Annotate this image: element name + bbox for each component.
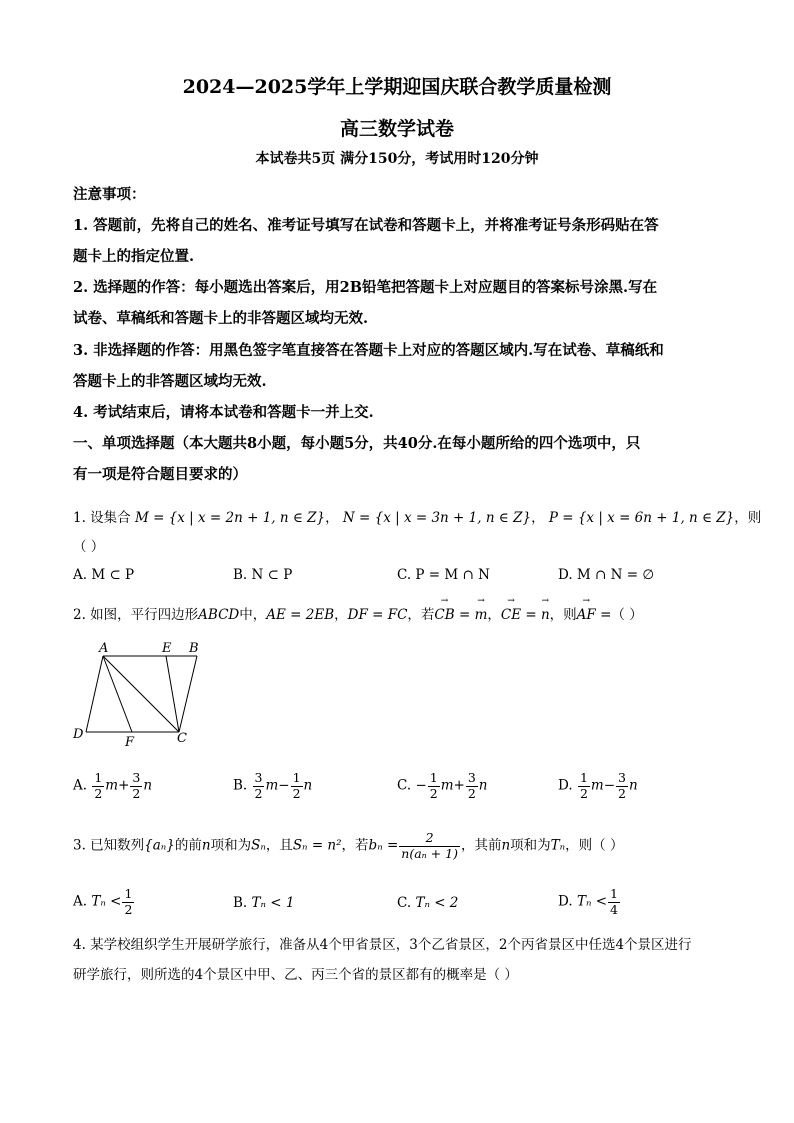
question-3-stem: 3. 已知数列{aₙ}的前n项和为Sₙ，且Sₙ = n²，若bₙ = $\frac{2}{\text{n(aₙ + 1)}}$ ，其前n项和为Tₙ，则（ ） xyxy=(73,830,624,861)
q2-option-c: C. − $\frac{1}{2}$ m+ $\frac{3}{2}$ n xyxy=(397,770,488,801)
q1-option-a: A. M ⊂ P xyxy=(73,567,135,583)
exam-title: 2024—2025学年上学期迎国庆联合教学质量检测 xyxy=(182,76,612,98)
q3-option-d: D. Tₙ < $\frac{1}{4}$ xyxy=(558,886,618,917)
q2-vector-m: → m xyxy=(475,607,488,623)
q3-sum-formula: Sₙ = n² xyxy=(292,837,342,854)
q2-text-2: ， xyxy=(334,607,348,623)
edge-bc xyxy=(179,656,197,732)
q2-option-d: D. $\frac{1}{2}$ m− $\frac{3}{2}$ n xyxy=(558,770,638,801)
note-1-line-1: 1. 答题前，先将自己的姓名、准考证号填写在试卷和答题卡上，并将准考证号条形码贴在答 xyxy=(73,217,659,234)
q2-eq-1: = xyxy=(454,607,475,623)
note-2-line-1: 2. 选择题的作答：每小题选出答案后，用2B铅笔把答题卡上对应题目的答案标号涂黑.写在 xyxy=(73,279,658,296)
exam-subject: 高三数学试卷 xyxy=(339,118,454,140)
question-4-line-2: 研学旅行，则所选的4个景区中甲、乙、丙三个省的景区都有的概率是（ ） xyxy=(73,967,518,983)
label-e: E xyxy=(162,641,172,656)
q2-vector-af: → AF xyxy=(577,607,596,623)
q1-option-d: D. M ∩ N = ∅ xyxy=(558,567,655,583)
q2-parallelogram: ABCD xyxy=(198,607,240,623)
q1-answer-blank: （ ） xyxy=(73,539,105,555)
question-4-line-1: 4. 某学校组织学生开展研学旅行，准备从4个甲省景区，3个乙省景区，2个丙省景区中任选4个景区进行 xyxy=(73,937,692,953)
q2-eq-2: = xyxy=(521,607,541,623)
q2-vector-n: → n xyxy=(541,607,550,623)
q2-prefix: 2. 如图，平行四边形 xyxy=(73,607,199,623)
question-1-stem xyxy=(73,506,762,526)
question-2-stem xyxy=(73,603,733,623)
q2-text-3: ，若 xyxy=(407,607,435,623)
q1-option-c: C. P = M ∩ N xyxy=(397,567,490,583)
q1-sep-1: ， xyxy=(325,510,339,526)
q2-condition-2: DF = FC xyxy=(347,607,408,623)
label-d: D xyxy=(73,727,84,742)
q1-prefix: 1. 设集合 xyxy=(73,510,131,526)
q2-option-b: B. $\frac{3}{2}$ m− $\frac{1}{2}$ n xyxy=(233,770,313,801)
q3-option-b: B. Tₙ < 1 xyxy=(233,895,295,911)
q3-sequence: {aₙ} xyxy=(144,837,175,854)
q2-vector-cb: → CB xyxy=(434,607,454,623)
edge-ad xyxy=(86,656,103,732)
note-1-line-2: 题卡上的指定位置. xyxy=(73,248,195,265)
section-1-heading-line-2: 有一项是符合题目要求的） xyxy=(73,466,247,483)
label-a: A xyxy=(99,641,109,656)
note-3-line-2: 答题卡上的非答题区域均无效. xyxy=(73,373,267,390)
note-4: 4. 考试结束后，请将本试卷和答题卡一并上交. xyxy=(73,404,374,421)
q2-text-4: ， xyxy=(487,607,501,623)
q1-sep-2: ， xyxy=(531,510,545,526)
q2-condition-1: AE = 2EB xyxy=(266,607,335,623)
label-b: B xyxy=(189,641,199,656)
label-f: F xyxy=(125,735,135,750)
exam-info: 本试卷共5页 满分150分，考试用时120分钟 xyxy=(255,151,539,167)
q2-text-5: ，则 xyxy=(549,607,577,623)
q2-vector-ce: → CE xyxy=(501,607,521,623)
q1-set-p: P = {x | x = 6n + 1, n ∈ Z} xyxy=(548,510,735,526)
label-c: C xyxy=(177,731,187,746)
segment-af xyxy=(103,656,132,732)
note-2-line-2: 试卷、草稿纸和答题卡上的非答题区域均无效. xyxy=(73,310,369,327)
q2-suffix: =（ ） xyxy=(595,607,643,623)
section-1-heading-line-1: 一、单项选择题（本大题共8小题，每小题5分，共40分.在每小题所给的四个选项中，只 xyxy=(73,435,641,452)
q1-option-b: B. N ⊂ P xyxy=(233,567,293,583)
q1-set-m: M = {x | x = 2n + 1, n ∈ Z} xyxy=(134,510,326,526)
q2-option-a: A. $\frac{1}{2}$ m+ $\frac{3}{2}$ n xyxy=(73,770,153,801)
notes-heading: 注意事项： xyxy=(73,186,146,203)
note-3-line-1: 3. 非选择题的作答：用黑色签字笔直接答在答题卡上对应的答题区域内.写在试卷、草稿纸和 xyxy=(73,342,664,359)
q1-set-n: N = {x | x = 3n + 1, n ∈ Z} xyxy=(342,510,532,526)
q3-option-c: C. Tₙ < 2 xyxy=(397,895,459,911)
q2-text-1: 中， xyxy=(239,607,267,623)
parallelogram-figure xyxy=(70,638,220,753)
q1-suffix: ，则 xyxy=(734,510,762,526)
q3-bn-fraction: $\frac{2}{\text{n(aₙ + 1)}}$ xyxy=(401,830,458,861)
q3-option-a: A. Tₙ < $\frac{1}{2}$ xyxy=(73,886,133,917)
